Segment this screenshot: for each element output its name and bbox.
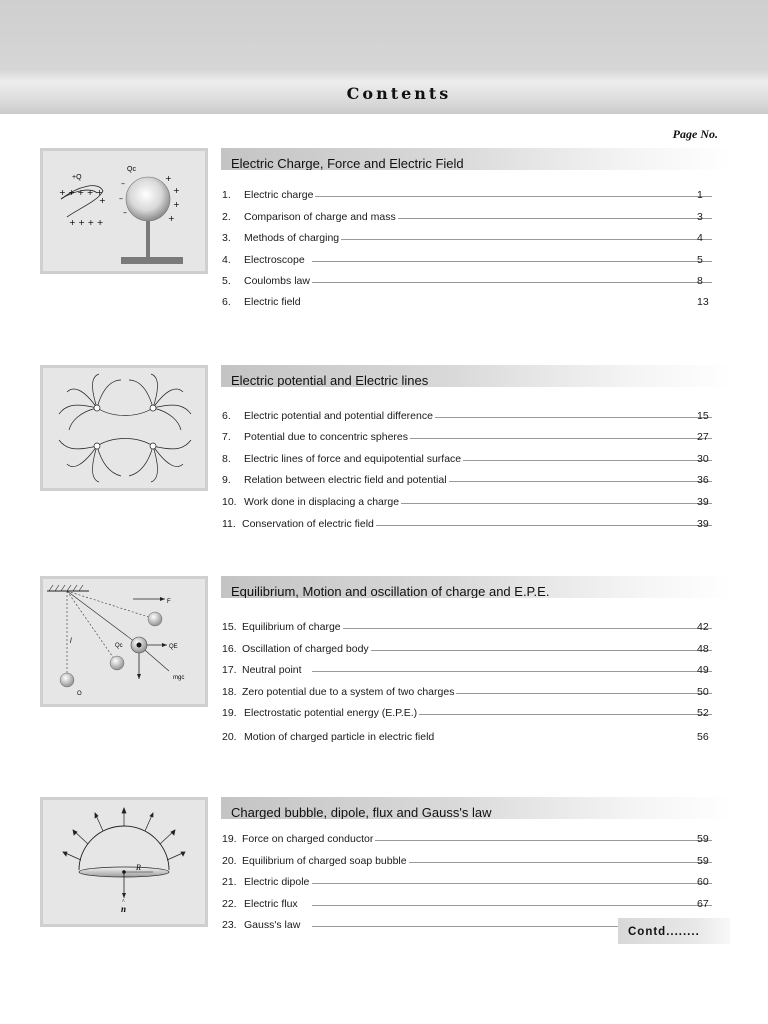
toc-entry[interactable]: 16. Oscillation of charged body 48	[222, 643, 712, 657]
toc-entry[interactable]: 10. Work done in displacing a charge 39	[222, 496, 712, 510]
svg-text:–: –	[119, 194, 123, 203]
toc-entry[interactable]: 8. Electric lines of force and equipotential surface 30	[222, 453, 712, 467]
toc-entry[interactable]: 4. Electroscope 5	[222, 254, 712, 268]
pendulum-diagram	[43, 579, 205, 704]
label-n: n	[121, 904, 127, 914]
label-qe: QE	[169, 644, 178, 650]
toc-entry[interactable]: 20. Equilibrium of charged soap bubble 59	[222, 855, 712, 869]
toc-entry[interactable]: 15. Equilibrium of charge 42	[222, 621, 712, 635]
toc-entry[interactable]: 19. Electrostatic potential energy (E.P.E.) 52	[222, 707, 712, 721]
svg-text:+: +	[99, 196, 106, 205]
label-mgc: mgc	[173, 675, 185, 681]
continued-label: Contd........	[618, 918, 730, 944]
svg-text:+: +	[168, 214, 175, 223]
section-1-figure	[40, 148, 208, 274]
toc-entry[interactable]: 2. Comparison of charge and mass 3	[222, 211, 712, 225]
toc-entry[interactable]: 20. Motion of charged particle in electric field 56	[222, 731, 709, 743]
toc-entry[interactable]: 23. Gauss's law	[222, 919, 712, 933]
svg-text:+: +	[173, 186, 180, 195]
hemisphere-flux-diagram	[43, 800, 205, 924]
svg-text:+ + + + +: + + + + +	[59, 188, 103, 197]
toc-entry[interactable]: 18. Zero potential due to a system of two charges 50	[222, 686, 712, 700]
toc-entry[interactable]: 7. Potential due to concentric spheres 27	[222, 431, 712, 445]
svg-text:+: +	[173, 200, 180, 209]
svg-text:^: ^	[122, 899, 125, 905]
page-title: Contents	[346, 84, 452, 103]
toc-entry[interactable]: 5. Coulombs law 8	[222, 275, 712, 289]
label-plus-q: +Q	[72, 174, 82, 181]
section-title: Electric potential and Electric lines	[221, 365, 733, 387]
svg-text:+: +	[165, 174, 172, 183]
section-title: Equilibrium, Motion and oscillation of charge and E.P.E.	[221, 576, 733, 598]
toc-entry[interactable]: 22. Electric flux 67	[222, 898, 712, 912]
section-2-figure	[40, 365, 208, 491]
svg-text:–: –	[123, 208, 127, 217]
toc-entry[interactable]: 11. Conservation of electric field 39	[222, 518, 712, 532]
toc-entry[interactable]: 3. Methods of charging 4	[222, 232, 712, 246]
label-o: O	[77, 691, 82, 697]
toc-entry[interactable]: 6. Electric field 13	[222, 296, 709, 308]
label-qc: Qc	[127, 166, 136, 173]
toc-entry[interactable]: 6. Electric potential and potential difference 15	[222, 410, 712, 424]
section-title: Electric Charge, Force and Electric Field	[221, 148, 733, 170]
label-qc: Qc	[115, 643, 123, 649]
page-no-label: Page No.	[672, 127, 718, 141]
svg-text:–: –	[121, 179, 125, 188]
section-4-figure	[40, 797, 208, 927]
toc-entry[interactable]: 21. Electric dipole 60	[222, 876, 712, 890]
label-f: F	[167, 599, 171, 605]
section-3-figure	[40, 576, 208, 707]
charged-sphere-diagram	[43, 151, 205, 271]
toc-entry[interactable]: 1. Electric charge 1	[222, 189, 712, 203]
toc-entry[interactable]: 9. Relation between electric field and potential 36	[222, 474, 712, 488]
svg-text:+ + + +: + + + +	[69, 218, 104, 227]
section-title: Charged bubble, dipole, flux and Gauss's law	[221, 797, 733, 819]
field-lines-diagram	[43, 368, 205, 488]
label-r: R	[136, 863, 141, 872]
label-l: l	[70, 638, 72, 645]
toc-entry[interactable]: 19. Force on charged conductor 59	[222, 833, 712, 847]
toc-entry[interactable]: 17. Neutral point 49	[222, 664, 712, 678]
